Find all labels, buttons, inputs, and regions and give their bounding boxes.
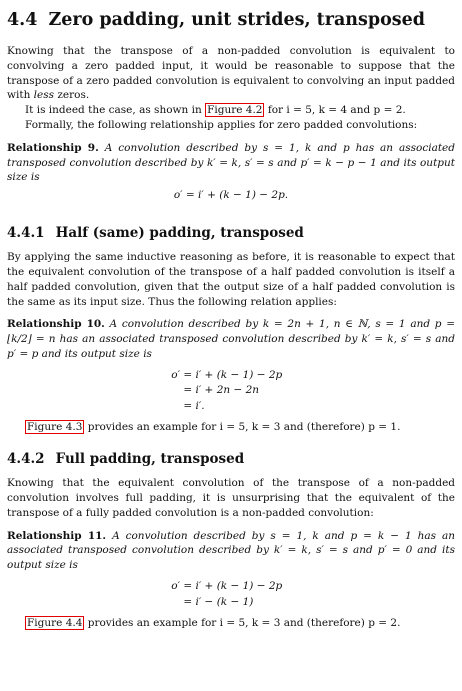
relationship-body: A convolution described by k = 2n + 1, n ∈ ℕ, s = 1 and p = ⌊k/2⌋ = n has an associated transposed convolution described by k′ = k, s′ = s and p′ = p and its output size is: [7, 318, 455, 360]
paragraph-figure-4-3: [7, 420, 455, 435]
paragraph-text: Knowing that the transpose of a non-padded convolution is equivalent to convolving a zero padded input, it would be reasonable to suppose that the transpose of a zero padded convolution is equivalent to convolving an input padded with: [7, 45, 455, 102]
section-heading-4-4-2: [7, 451, 455, 467]
equation-rhs: = i′.: [183, 399, 205, 412]
equation-lhs: o′: [171, 580, 180, 592]
paragraph-text: provides an example for i = 5, k = 3 and (therefore) p = 1.: [84, 421, 401, 434]
equation-rhs: = i′ − (k − 1): [183, 595, 254, 608]
relationship-label: Relationship 11.: [7, 529, 107, 542]
equation-rhs: = i′ + (k − 1) − 2p: [183, 580, 283, 592]
equation-rhs: = i′ + (k − 1) − 2p: [183, 368, 283, 381]
equation-rhs: = i′ + 2n − 2n: [183, 384, 260, 397]
figure-4-3-link[interactable]: Figure 4.3: [27, 421, 83, 434]
paragraph-text: It is indeed the case, as shown in: [25, 104, 206, 117]
section-heading-4-4-1: [7, 225, 455, 241]
paragraph-half-padding: By applying the same inductive reasoning as before, it is reasonable to expect that the equivalent convolution of the transpose of a half padded convolution is itself a half padded convolution, given that the output size of a half padded convolution is the same as its input size. Thus the following relation applies:: [7, 251, 455, 308]
relationship-body: A convolution described by s = 1, k and p = k − 1 has an associated transposed convolution described by k′ = k, s′ = s and p′ = 0 and its output size is: [7, 529, 455, 572]
relationship-11: [7, 529, 455, 573]
paragraph-figure-4-2: [7, 103, 455, 118]
equation-block-rel11: [7, 579, 455, 610]
paragraph-figure-4-4: [7, 616, 455, 631]
section-title: Full padding, transposed: [55, 451, 245, 468]
equation-row: [165, 595, 455, 611]
section-number: 4.4.1: [7, 224, 45, 241]
relationship-body: A convolution described by s = 1, k and p has an associated transposed convolution described by k′ = k, s′ = s and p′ = k − p − 1 and its output size is: [7, 141, 455, 184]
relationship-label: Relationship 10.: [7, 318, 105, 331]
equation-lhs: o′: [171, 368, 180, 381]
relationship-label: Relationship 9.: [7, 141, 99, 154]
section-heading-4-4: [7, 10, 455, 31]
relationship-9: [7, 141, 455, 185]
section-title: Half (same) padding, transposed: [55, 224, 304, 241]
figure-4-2-link[interactable]: Figure 4.2: [207, 104, 263, 117]
paragraph-formally: Formally, the following relationship applies for zero padded convolutions:: [25, 118, 418, 131]
equation-row: [165, 368, 455, 384]
equation-row: [165, 383, 455, 399]
section-number: 4.4: [7, 10, 38, 30]
section-number: 4.4.2: [7, 451, 45, 468]
paragraph-text-end: for i = 5, k = 4 and p = 2.: [264, 104, 406, 117]
relationship-10: [7, 317, 455, 361]
paragraph-intro: [7, 44, 455, 103]
equation-block-rel10: [7, 368, 455, 415]
paragraph-text-end: zeros.: [54, 89, 90, 102]
section-title: Zero padding, unit strides, transposed: [48, 10, 426, 30]
equation-rel9: o′ = i′ + (k − 1) − 2p.: [173, 189, 289, 202]
emphasis-less: less: [33, 89, 55, 102]
figure-4-4-link[interactable]: Figure 4.4: [27, 617, 83, 629]
equation-row: [165, 579, 455, 595]
paragraph-full-padding: Knowing that the equivalent convolution of the transpose of a non-padded convolution involves full padding, it is unsurprising that the equivalent of the transpose of a fully padded convolution is a non-padded convolution:: [7, 477, 455, 519]
paragraph-text: provides an example for i = 5, k = 3 and (therefore) p = 2.: [84, 617, 401, 629]
equation-row: [165, 399, 455, 415]
